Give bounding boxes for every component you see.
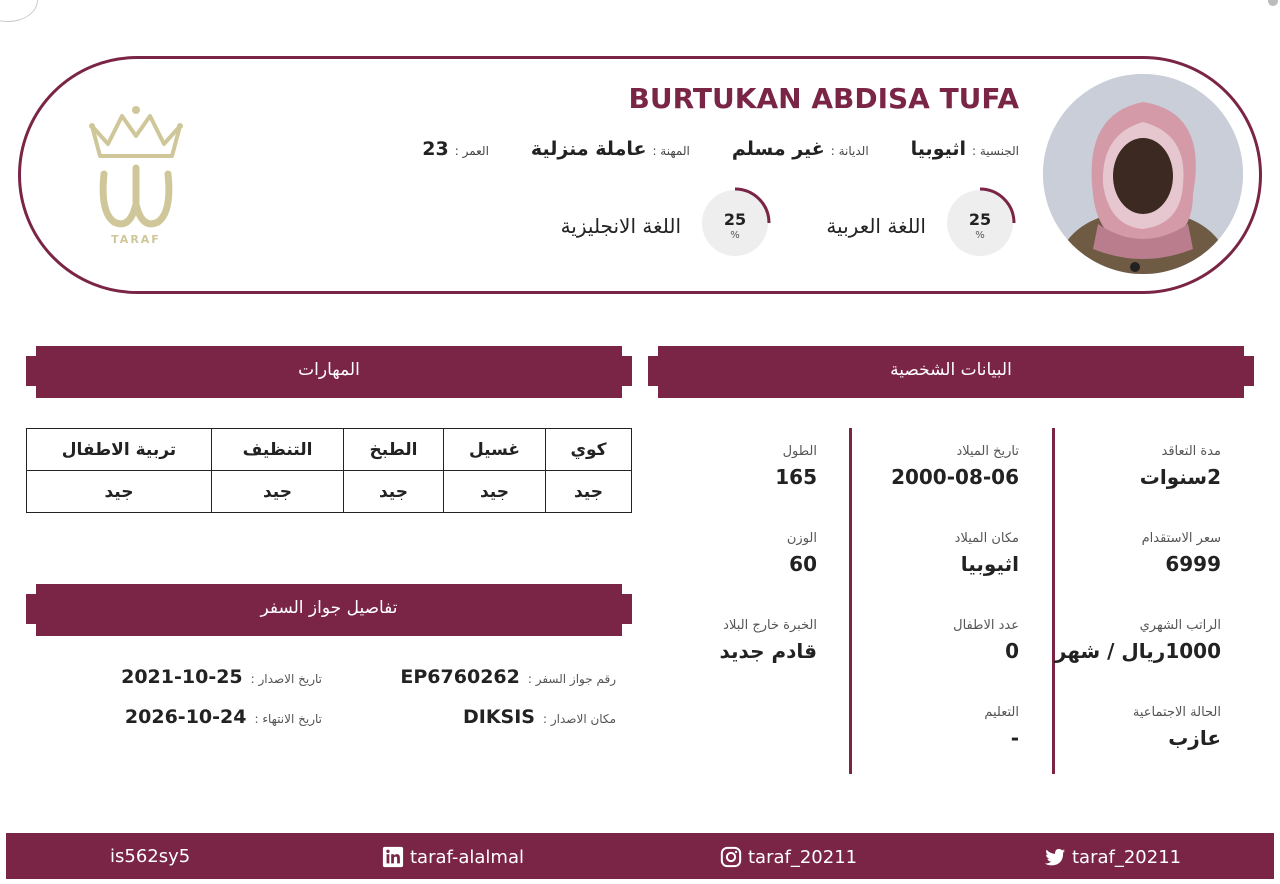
language-label: اللغة العربية (826, 214, 926, 238)
religion-label: الديانة : (830, 144, 869, 158)
logo-text: TARAF (111, 233, 161, 246)
linkedin-icon (382, 846, 404, 868)
field-label: سعر الاستقدام (1141, 531, 1221, 546)
job-info (531, 138, 690, 160)
person-photo-icon (1043, 74, 1243, 274)
religion-info (732, 138, 869, 160)
language-percent: 25 (968, 210, 992, 229)
weight-field (647, 531, 817, 614)
field-label: الراتب الشهري (1139, 618, 1221, 633)
footer-bar (6, 833, 1274, 879)
linkedin-handle: taraf-alalmal (410, 846, 524, 868)
passport-number-label: رقم جواز السفر : (527, 672, 616, 686)
personal-column-2 (849, 440, 1019, 788)
skill-value: جيد (546, 471, 632, 513)
reference-code (110, 846, 190, 867)
contract-duration-field (1051, 444, 1221, 527)
field-label: الحالة الاجتماعية (1132, 705, 1221, 720)
passport-number (400, 666, 616, 688)
scroll-indicator (1268, 0, 1278, 6)
passport-issue-place (463, 706, 616, 728)
basic-info-row (422, 138, 1019, 160)
nationality-value: اثيوبيا (910, 138, 967, 160)
field-label: الخبرة خارج البلاد (723, 618, 817, 633)
age-info (422, 138, 489, 160)
passport-section-banner (26, 584, 632, 636)
skill-header: غسيل (444, 429, 546, 471)
field-label: التعليم (984, 705, 1019, 720)
recruitment-price-field (1051, 531, 1221, 614)
skill-header: التنظيف (212, 429, 344, 471)
birth-place-field (849, 531, 1019, 614)
nationality-label: الجنسية : (972, 144, 1019, 158)
field-value: اثيوبيا (960, 552, 1019, 576)
nationality-info (911, 138, 1019, 160)
age-label: العمر : (454, 144, 489, 158)
field-label: تاريخ الميلاد (956, 444, 1019, 459)
profile-photo (1043, 74, 1243, 274)
language-english (555, 190, 775, 260)
issue-date-value: 2021-10-25 (121, 666, 243, 688)
personal-column-3 (647, 440, 817, 701)
job-label: المهنة : (652, 144, 690, 158)
field-value: 1000ريال / شهر (1054, 639, 1221, 663)
issue-place-label: مكان الاصدار : (543, 712, 616, 726)
skills-section-banner (26, 346, 632, 398)
instagram-link[interactable] (720, 846, 857, 868)
height-field (647, 444, 817, 527)
field-value: - (1010, 726, 1019, 750)
linkedin-link[interactable] (382, 846, 524, 868)
birth-date-field (849, 444, 1019, 527)
field-label: عدد الاطفال (953, 618, 1019, 633)
field-value: 2000-08-06 (891, 465, 1019, 489)
language-progress-ring (947, 190, 1013, 256)
instagram-handle: taraf_20211 (748, 846, 858, 868)
experience-field (647, 618, 817, 701)
field-value: 165 (775, 465, 817, 489)
twitter-icon (1044, 846, 1066, 868)
religion-value: غير مسلم (731, 138, 825, 160)
skill-value: جيد (444, 471, 546, 513)
percent-sign: % (975, 230, 985, 241)
skills-table (26, 428, 632, 513)
skills-value-row (27, 471, 632, 513)
twitter-handle: taraf_20211 (1072, 846, 1182, 868)
skills-title: المهارات (298, 360, 360, 380)
field-value: 0 (1005, 639, 1019, 663)
skill-header: تربية الاطفال (27, 429, 212, 471)
passport-expiry-date (125, 706, 322, 728)
monthly-salary-field (1051, 618, 1221, 701)
personal-column-1 (1051, 440, 1221, 788)
field-value: عازب (1168, 726, 1221, 750)
language-label: اللغة الانجليزية (560, 214, 681, 238)
skill-value: جيد (344, 471, 444, 513)
passport-issue-date (121, 666, 322, 688)
expiry-date-value: 2026-10-24 (124, 706, 247, 728)
language-percent: 25 (723, 210, 747, 229)
marital-status-field (1051, 705, 1221, 788)
reference-code-text: is562sy5 (110, 846, 191, 867)
skill-header: كوي (546, 429, 632, 471)
personal-title: البيانات الشخصية (890, 360, 1012, 380)
percent-sign: % (730, 230, 740, 241)
skill-value: جيد (212, 471, 344, 513)
twitter-link[interactable] (1044, 846, 1181, 868)
field-label: مدة التعاقد (1161, 444, 1221, 459)
field-label: الطول (782, 444, 817, 459)
field-value: 60 (789, 552, 817, 576)
passport-number-value: EP6760262 (400, 666, 520, 688)
field-label: الوزن (786, 531, 817, 546)
skill-value: جيد (27, 471, 212, 513)
worker-name: BURTUKAN ABDISA TUFA (628, 82, 1019, 115)
taraf-crown-logo-icon (84, 104, 188, 250)
field-value: 2سنوات (1139, 465, 1221, 489)
field-label: مكان الميلاد (954, 531, 1019, 546)
field-value: 6999 (1165, 552, 1221, 576)
language-progress-ring (702, 190, 768, 256)
passport-title: تفاصيل جواز السفر (260, 598, 398, 618)
education-field (849, 705, 1019, 788)
issue-date-label: تاريخ الاصدار : (250, 672, 322, 686)
corner-decoration (0, 0, 38, 22)
instagram-icon (720, 846, 742, 868)
field-value: قادم جديد (719, 639, 817, 663)
language-arabic (810, 190, 1020, 260)
skills-header-row (27, 429, 632, 471)
issue-place-value: DIKSIS (462, 706, 535, 728)
children-count-field (849, 618, 1019, 701)
age-value: 23 (422, 138, 449, 160)
skill-header: الطبخ (344, 429, 444, 471)
job-value: عاملة منزلية (530, 138, 647, 160)
personal-section-banner (648, 346, 1254, 398)
expiry-date-label: تاريخ الانتهاء : (254, 712, 322, 726)
